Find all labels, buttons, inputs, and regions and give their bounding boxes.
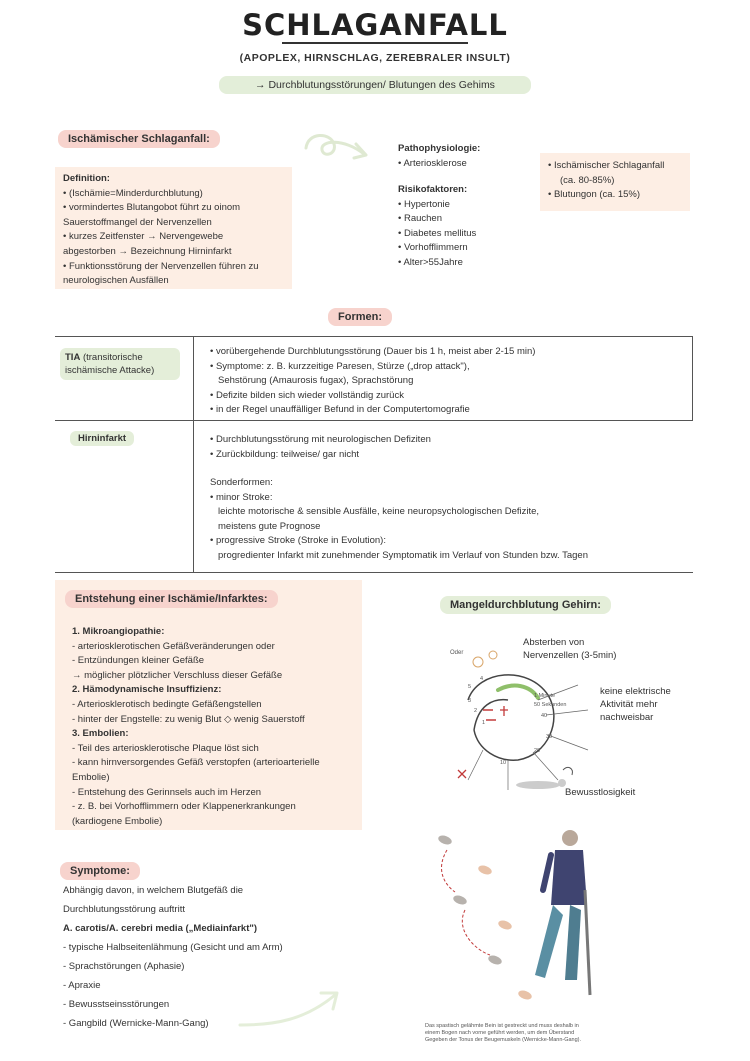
- tia-line: • Symptome: z. B. kurzzeitige Paresen, Stürze („drop attack"),: [210, 360, 470, 372]
- entstehung-line: (kardiogene Embolie): [72, 815, 163, 827]
- timeline-tick: [533, 752, 558, 780]
- clock-30: 30: [546, 734, 553, 740]
- gait-arrow: [442, 850, 455, 892]
- clock-10: 10: [500, 760, 507, 766]
- person-leg: [565, 905, 581, 980]
- caption-line: Gegeben der Tonus der Beugemuskeln (Wernicke-Mann-Gang).: [425, 1037, 582, 1043]
- table-column-divider: [193, 336, 194, 572]
- definition-line: • kurzes Zeitfenster → Nervengewebe: [63, 231, 224, 243]
- aktivitaet-line: nachweisbar: [600, 712, 654, 723]
- definition-box: [55, 167, 292, 289]
- clock-3: 3: [468, 698, 472, 704]
- ischaemisch-heading: Ischämischer Schlaganfall:: [58, 130, 220, 148]
- risikofaktoren-block: [398, 183, 476, 271]
- entstehung-heading: Entstehung einer Ischämie/Infarktes:: [65, 590, 278, 608]
- entstehung-line: - kann hirnversorgendes Gefäß verstopfen (arterioarterielle: [72, 757, 320, 769]
- person-arm: [543, 855, 551, 890]
- anteile-box: [540, 153, 690, 211]
- symptom-line: - Gangbild (Wernicke-Mann-Gang): [63, 1018, 209, 1029]
- gait-arrow: [462, 910, 490, 955]
- entstehung-box: [55, 580, 362, 830]
- hirninfarkt-description: [210, 433, 431, 462]
- risikofaktor-item: • Hypertonie: [398, 198, 450, 210]
- definition-line: abgestorben → Bezeichnung Hirninfarkt: [63, 245, 232, 257]
- pathophysiologie-title: Pathophysiologie:: [398, 143, 481, 154]
- table-row-divider: [55, 420, 693, 421]
- clock-2: 2: [474, 708, 478, 714]
- symptom-line: - Bewusstseinsstörungen: [63, 999, 170, 1010]
- anteil-line: • Blutungon (ca. 15%): [548, 189, 641, 201]
- timeline-tick: [546, 710, 588, 715]
- tia-label-abbr: TIA: [65, 352, 81, 363]
- ischemia-timeline-diagram: [438, 640, 598, 800]
- tia-line: • Defizite bilden sich wieder vollständig zurück: [210, 389, 404, 401]
- definition-line: • Funktionsstörung der Nervenzellen führen zu: [63, 260, 259, 272]
- person-head: [562, 830, 578, 846]
- curved-arrow-icon: [300, 126, 376, 166]
- clock-4: 4: [480, 676, 484, 682]
- clock-50s: 50 Sekunden: [534, 702, 567, 708]
- symptom-line: A. carotis/A. cerebri media („Mediainfarkt"): [63, 923, 258, 934]
- definition-line: • vormindertes Blutangobot führt zu oinom: [63, 202, 241, 214]
- definition-line: Sauerstoffmangel der Nervenzellen: [63, 216, 212, 228]
- neuron-icon: [473, 657, 483, 667]
- tia-line: Sehstörung (Amaurosis fugax), Sprachstörung: [218, 375, 414, 387]
- cross-icon: [500, 706, 508, 716]
- risikofaktor-item: • Alter>55Jahre: [398, 256, 463, 268]
- aktivitaet-line: Aktivität mehr: [600, 699, 658, 710]
- table-right-border: [692, 336, 693, 420]
- sonderform-line: • progressive Stroke (Stroke in Evolution):: [210, 535, 386, 547]
- walking-cane: [585, 890, 590, 995]
- entstehung-line: → möglicher plötzlicher Verschluss dieser Gefäße: [72, 669, 283, 681]
- tagline-wrap: [0, 76, 750, 94]
- clock-5: 5: [468, 684, 472, 690]
- symptom-line: - typische Halbseitenlähmung (Gesicht und am Arm): [63, 942, 283, 953]
- anteil-line: • Ischämischer Schlaganfall: [548, 160, 665, 171]
- entstehung-list: [72, 625, 320, 829]
- title-underline: [282, 42, 468, 44]
- caption-line: einem Bogen nach vorne geführt werden, um dem Überstand: [425, 1030, 575, 1036]
- symptom-line: - Apraxie: [63, 980, 101, 991]
- caption-line: Das spastisch gelähmte Bein ist gestreckt und muss deshalb in: [425, 1023, 579, 1029]
- pathophysiologie-item: • Arteriosklerose: [398, 157, 467, 169]
- tia-description: [210, 345, 535, 418]
- hirninfarkt-line: • Zurückbildung: teilweise/ gar nicht: [210, 448, 360, 460]
- footprint-icon: [452, 894, 468, 906]
- sonderformen-description: [210, 476, 588, 564]
- footprint-icon: [477, 864, 493, 876]
- clock-1: 1: [482, 720, 486, 726]
- decorative-swoosh-arrow-icon: [235, 975, 365, 1035]
- entstehung-line: 2. Hämodynamische Insuffizienz:: [72, 684, 222, 696]
- risikofaktor-item: • Diabetes mellitus: [398, 227, 477, 239]
- footprint-icon: [437, 834, 453, 846]
- entstehung-line: - z. B. bei Vorhofflimmern oder Klappenerkrankungen: [72, 801, 296, 813]
- sonderform-line: • minor Stroke:: [210, 491, 273, 503]
- clock-oder: Oder: [450, 650, 464, 656]
- page-subtitle: (APOPLEX, HIRNSCHLAG, ZEREBRALER INSULT): [239, 52, 511, 64]
- table-top-border: [55, 336, 693, 337]
- formen-heading: Formen:: [328, 308, 392, 326]
- symptom-line: Durchblutungsstörung auftritt: [63, 904, 185, 915]
- definition-line: neurologischen Ausfällen: [63, 275, 169, 287]
- entstehung-line: - Entstehung des Gerinnsels auch im Herzen: [72, 786, 262, 798]
- risikofaktor-item: • Vorhofflimmern: [398, 242, 468, 254]
- hirninfarkt-label: Hirninfarkt: [70, 431, 134, 446]
- person-torso: [551, 850, 587, 905]
- gait-caption: [425, 1023, 595, 1044]
- risikofaktor-item: • Rauchen: [398, 213, 442, 225]
- footprint-icon: [517, 989, 533, 1001]
- definition-line: • (Ischämie=Minderdurchblutung): [63, 187, 203, 199]
- clock-40: 40: [541, 713, 548, 719]
- hirninfarkt-line: • Durchblutungsstörung mit neurologischen Defiziten: [210, 434, 431, 445]
- small-arrow-icon: [563, 768, 572, 775]
- sonderform-line: progredienter Infarkt mit zunehmender Symptomatik im Verlauf von Stunden bzw. Tagen: [218, 549, 588, 561]
- entstehung-line: - hinter der Engstelle: zu wenig Blut ◇ wenig Sauerstoff: [72, 713, 305, 725]
- timeline-inner-arc: [474, 700, 508, 730]
- footprint-icon: [497, 919, 513, 931]
- entstehung-line: - Entzündungen kleiner Gefäße: [72, 655, 205, 667]
- entstehung-line: - Teil des arteriosklerotische Plaque löst sich: [72, 742, 259, 754]
- lying-person-head: [558, 779, 566, 787]
- table-bottom-border: [55, 572, 693, 573]
- anteil-line: (ca. 80-85%): [560, 174, 615, 186]
- tia-line: • vorübergehende Durchblutungsstörung (Dauer bis 1 h, meist aber 2-15 min): [210, 346, 536, 357]
- symptom-line: - Sprachstörungen (Aphasie): [63, 961, 185, 972]
- symptome-heading: Symptome:: [60, 862, 140, 880]
- mangel-heading: Mangeldurchblutung Gehirn:: [440, 596, 611, 614]
- footprint-icon: [487, 954, 503, 966]
- tagline: → Durchblutungsstörungen/ Blutungen des Gehims: [219, 76, 531, 94]
- definition-title: Definition:: [63, 173, 110, 184]
- sonderform-line: leichte motorische & sensible Ausfälle, keine neuropsychologischen Defizite,: [218, 506, 540, 518]
- entstehung-line: Embolie): [72, 771, 110, 783]
- entstehung-line: 1. Mikroangiopathie:: [72, 626, 165, 637]
- clock-1min: 1 Minute: [534, 693, 556, 699]
- symptom-line: Abhängig davon, in welchem Blutgefäß die: [63, 885, 244, 896]
- wernicke-mann-gait-illustration: [425, 820, 595, 1020]
- sonderform-line: Sonderformen:: [210, 477, 273, 488]
- tia-label-text-2: ischämische Attacke): [65, 365, 155, 376]
- aktivitaet-label: [600, 685, 671, 724]
- sonderform-line: meistens gute Prognose: [218, 520, 321, 532]
- person-leg: [535, 905, 563, 978]
- absterben-line: Nervenzellen (3-5min): [523, 650, 617, 661]
- risikofaktoren-title: Risikofaktoren:: [398, 184, 468, 195]
- entstehung-line: 3. Embolien:: [72, 728, 129, 740]
- timeline-tick: [548, 735, 588, 750]
- absterben-line: Absterben von: [523, 637, 585, 648]
- entstehung-line: - arteriosklerotischen Gefäßveränderungen oder: [72, 640, 275, 652]
- x-mark-icon: [458, 770, 466, 778]
- aktivitaet-line: keine elektrische: [600, 686, 671, 697]
- tia-line: • in der Regel unauffälliger Befund in der Computertomografie: [210, 404, 470, 416]
- tia-label-text: (transitorische: [80, 352, 143, 363]
- page-title: SCHLAGANFALL: [242, 8, 508, 42]
- timeline-highlight: [498, 686, 538, 698]
- pathophysiologie-block: [398, 142, 480, 171]
- entstehung-line: - Arteriosklerotisch bedingte Gefäßengstellen: [72, 698, 262, 710]
- bewusstlos-label: Bewusstlosigkeit: [565, 787, 636, 798]
- lying-person-icon: [516, 781, 560, 789]
- clock-20: 20: [534, 748, 541, 754]
- tia-label: [60, 348, 180, 380]
- neuron-icon: [489, 651, 497, 659]
- timeline-tick: [468, 750, 483, 780]
